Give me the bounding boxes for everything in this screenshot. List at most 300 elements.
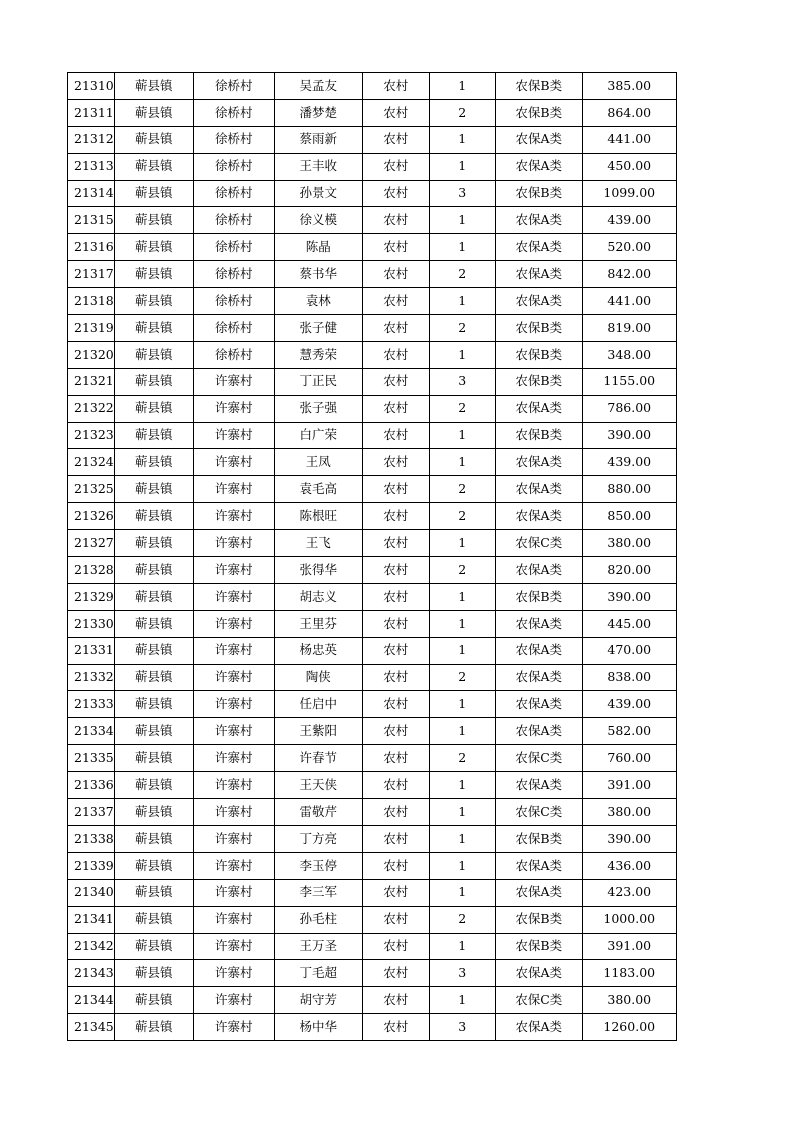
name-cell: 胡志义	[274, 583, 362, 610]
village-cell: 许寨村	[193, 718, 274, 745]
amount-cell: 1260.00	[582, 1014, 676, 1041]
town-cell: 蕲县镇	[114, 933, 193, 960]
member-count-cell: 1	[429, 799, 495, 826]
amount-cell: 880.00	[582, 476, 676, 503]
record-id-cell: 21333	[68, 691, 115, 718]
village-cell: 许寨村	[193, 691, 274, 718]
name-cell: 张子强	[274, 395, 362, 422]
household-type-cell: 农村	[362, 422, 429, 449]
category-cell: 农保A类	[495, 664, 582, 691]
record-id-cell: 21327	[68, 530, 115, 557]
name-cell: 蔡雨新	[274, 126, 362, 153]
record-id-cell: 21330	[68, 610, 115, 637]
table-row	[68, 288, 677, 315]
category-cell: 农保A类	[495, 503, 582, 530]
village-cell: 许寨村	[193, 799, 274, 826]
category-cell: 农保A类	[495, 960, 582, 987]
household-type-cell: 农村	[362, 583, 429, 610]
member-count-cell: 2	[429, 745, 495, 772]
amount-cell: 390.00	[582, 825, 676, 852]
village-cell: 许寨村	[193, 395, 274, 422]
household-type-cell: 农村	[362, 503, 429, 530]
record-id-cell: 21331	[68, 637, 115, 664]
village-cell: 徐桥村	[193, 126, 274, 153]
amount-cell: 864.00	[582, 99, 676, 126]
name-cell: 王紫阳	[274, 718, 362, 745]
town-cell: 蕲县镇	[114, 960, 193, 987]
table-row	[68, 395, 677, 422]
category-cell: 农保A类	[495, 718, 582, 745]
record-id-cell: 21318	[68, 288, 115, 315]
category-cell: 农保B类	[495, 99, 582, 126]
name-cell: 张得华	[274, 557, 362, 584]
town-cell: 蕲县镇	[114, 637, 193, 664]
table-row	[68, 745, 677, 772]
household-type-cell: 农村	[362, 395, 429, 422]
household-type-cell: 农村	[362, 637, 429, 664]
town-cell: 蕲县镇	[114, 691, 193, 718]
village-cell: 许寨村	[193, 1014, 274, 1041]
name-cell: 丁正民	[274, 368, 362, 395]
record-id-cell: 21326	[68, 503, 115, 530]
record-id-cell: 21320	[68, 341, 115, 368]
town-cell: 蕲县镇	[114, 825, 193, 852]
category-cell: 农保A类	[495, 772, 582, 799]
amount-cell: 390.00	[582, 422, 676, 449]
member-count-cell: 2	[429, 503, 495, 530]
name-cell: 杨忠英	[274, 637, 362, 664]
name-cell: 王万圣	[274, 933, 362, 960]
name-cell: 潘梦楚	[274, 99, 362, 126]
household-type-cell: 农村	[362, 691, 429, 718]
table-row	[68, 960, 677, 987]
name-cell: 胡守芳	[274, 987, 362, 1014]
name-cell: 吴孟友	[274, 73, 362, 100]
category-cell: 农保A类	[495, 395, 582, 422]
household-type-cell: 农村	[362, 745, 429, 772]
village-cell: 许寨村	[193, 960, 274, 987]
record-id-cell: 21341	[68, 906, 115, 933]
record-id-cell: 21323	[68, 422, 115, 449]
household-type-cell: 农村	[362, 153, 429, 180]
member-count-cell: 2	[429, 557, 495, 584]
category-cell: 农保A类	[495, 234, 582, 261]
town-cell: 蕲县镇	[114, 503, 193, 530]
household-type-cell: 农村	[362, 852, 429, 879]
name-cell: 任启中	[274, 691, 362, 718]
town-cell: 蕲县镇	[114, 664, 193, 691]
record-id-cell: 21335	[68, 745, 115, 772]
category-cell: 农保B类	[495, 906, 582, 933]
member-count-cell: 1	[429, 825, 495, 852]
member-count-cell: 3	[429, 180, 495, 207]
household-type-cell: 农村	[362, 180, 429, 207]
table-row	[68, 234, 677, 261]
record-id-cell: 21322	[68, 395, 115, 422]
table-row	[68, 718, 677, 745]
amount-cell: 760.00	[582, 745, 676, 772]
amount-cell: 582.00	[582, 718, 676, 745]
member-count-cell: 1	[429, 153, 495, 180]
village-cell: 许寨村	[193, 745, 274, 772]
name-cell: 袁林	[274, 288, 362, 315]
town-cell: 蕲县镇	[114, 1014, 193, 1041]
category-cell: 农保B类	[495, 341, 582, 368]
household-type-cell: 农村	[362, 315, 429, 342]
table-row	[68, 879, 677, 906]
category-cell: 农保B类	[495, 368, 582, 395]
name-cell: 蔡书华	[274, 261, 362, 288]
village-cell: 许寨村	[193, 933, 274, 960]
household-type-cell: 农村	[362, 1014, 429, 1041]
table-row	[68, 126, 677, 153]
amount-cell: 436.00	[582, 852, 676, 879]
household-type-cell: 农村	[362, 987, 429, 1014]
member-count-cell: 2	[429, 906, 495, 933]
amount-cell: 441.00	[582, 126, 676, 153]
amount-cell: 1099.00	[582, 180, 676, 207]
category-cell: 农保B类	[495, 933, 582, 960]
village-cell: 徐桥村	[193, 73, 274, 100]
amount-cell: 441.00	[582, 288, 676, 315]
category-cell: 农保A类	[495, 610, 582, 637]
household-type-cell: 农村	[362, 799, 429, 826]
town-cell: 蕲县镇	[114, 610, 193, 637]
member-count-cell: 1	[429, 610, 495, 637]
record-id-cell: 21340	[68, 879, 115, 906]
category-cell: 农保B类	[495, 315, 582, 342]
name-cell: 陶侠	[274, 664, 362, 691]
household-type-cell: 农村	[362, 234, 429, 261]
record-id-cell: 21324	[68, 449, 115, 476]
household-type-cell: 农村	[362, 476, 429, 503]
member-count-cell: 3	[429, 960, 495, 987]
record-id-cell: 21328	[68, 557, 115, 584]
name-cell: 陈晶	[274, 234, 362, 261]
amount-cell: 380.00	[582, 987, 676, 1014]
amount-cell: 439.00	[582, 449, 676, 476]
member-count-cell: 1	[429, 637, 495, 664]
table-row	[68, 825, 677, 852]
town-cell: 蕲县镇	[114, 772, 193, 799]
household-type-cell: 农村	[362, 99, 429, 126]
household-type-cell: 农村	[362, 960, 429, 987]
household-type-cell: 农村	[362, 126, 429, 153]
town-cell: 蕲县镇	[114, 987, 193, 1014]
village-cell: 许寨村	[193, 422, 274, 449]
town-cell: 蕲县镇	[114, 234, 193, 261]
member-count-cell: 3	[429, 368, 495, 395]
member-count-cell: 1	[429, 987, 495, 1014]
village-cell: 许寨村	[193, 530, 274, 557]
village-cell: 许寨村	[193, 449, 274, 476]
category-cell: 农保C类	[495, 745, 582, 772]
name-cell: 杨中华	[274, 1014, 362, 1041]
category-cell: 农保A类	[495, 637, 582, 664]
member-count-cell: 1	[429, 341, 495, 368]
member-count-cell: 3	[429, 1014, 495, 1041]
category-cell: 农保B类	[495, 825, 582, 852]
village-cell: 徐桥村	[193, 261, 274, 288]
village-cell: 徐桥村	[193, 153, 274, 180]
category-cell: 农保C类	[495, 530, 582, 557]
member-count-cell: 2	[429, 99, 495, 126]
name-cell: 孙毛柱	[274, 906, 362, 933]
table-row	[68, 610, 677, 637]
household-type-cell: 农村	[362, 449, 429, 476]
record-id-cell: 21312	[68, 126, 115, 153]
village-cell: 徐桥村	[193, 207, 274, 234]
record-id-cell: 21339	[68, 852, 115, 879]
member-count-cell: 1	[429, 234, 495, 261]
table-row	[68, 261, 677, 288]
amount-cell: 520.00	[582, 234, 676, 261]
category-cell: 农保A类	[495, 691, 582, 718]
amount-cell: 1183.00	[582, 960, 676, 987]
household-type-cell: 农村	[362, 610, 429, 637]
village-cell: 徐桥村	[193, 288, 274, 315]
village-cell: 许寨村	[193, 610, 274, 637]
amount-cell: 391.00	[582, 933, 676, 960]
amount-cell: 1155.00	[582, 368, 676, 395]
name-cell: 张子健	[274, 315, 362, 342]
amount-cell: 842.00	[582, 261, 676, 288]
household-type-cell: 农村	[362, 825, 429, 852]
table-row	[68, 73, 677, 100]
town-cell: 蕲县镇	[114, 745, 193, 772]
table-row	[68, 637, 677, 664]
table-row	[68, 583, 677, 610]
record-id-cell: 21316	[68, 234, 115, 261]
record-id-cell: 21332	[68, 664, 115, 691]
category-cell: 农保A类	[495, 126, 582, 153]
name-cell: 慧秀荣	[274, 341, 362, 368]
amount-cell: 439.00	[582, 207, 676, 234]
member-count-cell: 1	[429, 691, 495, 718]
name-cell: 王凤	[274, 449, 362, 476]
record-id-cell: 21344	[68, 987, 115, 1014]
name-cell: 许春节	[274, 745, 362, 772]
category-cell: 农保A类	[495, 557, 582, 584]
household-type-cell: 农村	[362, 906, 429, 933]
village-cell: 许寨村	[193, 664, 274, 691]
town-cell: 蕲县镇	[114, 315, 193, 342]
record-id-cell: 21337	[68, 799, 115, 826]
record-id-cell: 21321	[68, 368, 115, 395]
name-cell: 王天侠	[274, 772, 362, 799]
record-id-cell: 21329	[68, 583, 115, 610]
amount-cell: 423.00	[582, 879, 676, 906]
village-cell: 徐桥村	[193, 234, 274, 261]
table-row	[68, 987, 677, 1014]
member-count-cell: 1	[429, 933, 495, 960]
record-id-cell: 21345	[68, 1014, 115, 1041]
town-cell: 蕲县镇	[114, 476, 193, 503]
town-cell: 蕲县镇	[114, 368, 193, 395]
table-row	[68, 933, 677, 960]
village-cell: 许寨村	[193, 368, 274, 395]
town-cell: 蕲县镇	[114, 422, 193, 449]
table-row	[68, 449, 677, 476]
household-type-cell: 农村	[362, 933, 429, 960]
town-cell: 蕲县镇	[114, 583, 193, 610]
name-cell: 李玉停	[274, 852, 362, 879]
village-cell: 徐桥村	[193, 315, 274, 342]
record-id-cell: 21338	[68, 825, 115, 852]
member-count-cell: 1	[429, 583, 495, 610]
table-row	[68, 557, 677, 584]
name-cell: 李三军	[274, 879, 362, 906]
category-cell: 农保C类	[495, 987, 582, 1014]
table-row	[68, 207, 677, 234]
record-id-cell: 21314	[68, 180, 115, 207]
household-type-cell: 农村	[362, 261, 429, 288]
category-cell: 农保A类	[495, 207, 582, 234]
category-cell: 农保C类	[495, 799, 582, 826]
category-cell: 农保A类	[495, 852, 582, 879]
name-cell: 陈根旺	[274, 503, 362, 530]
name-cell: 雷敬芹	[274, 799, 362, 826]
record-id-cell: 21317	[68, 261, 115, 288]
town-cell: 蕲县镇	[114, 906, 193, 933]
household-type-cell: 农村	[362, 530, 429, 557]
village-cell: 许寨村	[193, 583, 274, 610]
village-cell: 徐桥村	[193, 341, 274, 368]
table-row	[68, 852, 677, 879]
category-cell: 农保A类	[495, 449, 582, 476]
town-cell: 蕲县镇	[114, 557, 193, 584]
record-id-cell: 21319	[68, 315, 115, 342]
household-type-cell: 农村	[362, 879, 429, 906]
record-id-cell: 21310	[68, 73, 115, 100]
village-cell: 许寨村	[193, 503, 274, 530]
member-count-cell: 1	[429, 772, 495, 799]
town-cell: 蕲县镇	[114, 530, 193, 557]
household-type-cell: 农村	[362, 557, 429, 584]
amount-cell: 450.00	[582, 153, 676, 180]
member-count-cell: 2	[429, 664, 495, 691]
household-type-cell: 农村	[362, 368, 429, 395]
village-cell: 许寨村	[193, 476, 274, 503]
category-cell: 农保A类	[495, 1014, 582, 1041]
amount-cell: 470.00	[582, 637, 676, 664]
household-type-cell: 农村	[362, 207, 429, 234]
table-row	[68, 1014, 677, 1041]
member-count-cell: 1	[429, 73, 495, 100]
amount-cell: 445.00	[582, 610, 676, 637]
member-count-cell: 1	[429, 718, 495, 745]
amount-cell: 439.00	[582, 691, 676, 718]
town-cell: 蕲县镇	[114, 718, 193, 745]
table-row	[68, 422, 677, 449]
town-cell: 蕲县镇	[114, 207, 193, 234]
town-cell: 蕲县镇	[114, 261, 193, 288]
household-type-cell: 农村	[362, 73, 429, 100]
town-cell: 蕲县镇	[114, 799, 193, 826]
amount-cell: 786.00	[582, 395, 676, 422]
amount-cell: 850.00	[582, 503, 676, 530]
category-cell: 农保A类	[495, 288, 582, 315]
town-cell: 蕲县镇	[114, 879, 193, 906]
name-cell: 王丰收	[274, 153, 362, 180]
category-cell: 农保A类	[495, 261, 582, 288]
amount-cell: 838.00	[582, 664, 676, 691]
village-cell: 许寨村	[193, 906, 274, 933]
member-count-cell: 1	[429, 879, 495, 906]
table-row	[68, 503, 677, 530]
record-id-cell: 21315	[68, 207, 115, 234]
table-row	[68, 368, 677, 395]
member-count-cell: 1	[429, 126, 495, 153]
member-count-cell: 1	[429, 852, 495, 879]
amount-cell: 385.00	[582, 73, 676, 100]
amount-cell: 820.00	[582, 557, 676, 584]
name-cell: 王里芬	[274, 610, 362, 637]
amount-cell: 1000.00	[582, 906, 676, 933]
record-id-cell: 21313	[68, 153, 115, 180]
name-cell: 丁方亮	[274, 825, 362, 852]
table-row	[68, 476, 677, 503]
amount-cell: 380.00	[582, 799, 676, 826]
amount-cell: 348.00	[582, 341, 676, 368]
record-id-cell: 21311	[68, 99, 115, 126]
amount-cell: 390.00	[582, 583, 676, 610]
town-cell: 蕲县镇	[114, 852, 193, 879]
amount-cell: 819.00	[582, 315, 676, 342]
village-cell: 徐桥村	[193, 180, 274, 207]
town-cell: 蕲县镇	[114, 341, 193, 368]
village-cell: 许寨村	[193, 637, 274, 664]
table-row	[68, 530, 677, 557]
member-count-cell: 2	[429, 261, 495, 288]
record-id-cell: 21336	[68, 772, 115, 799]
village-cell: 许寨村	[193, 879, 274, 906]
village-cell: 许寨村	[193, 772, 274, 799]
household-type-cell: 农村	[362, 718, 429, 745]
table-row	[68, 772, 677, 799]
member-count-cell: 1	[429, 422, 495, 449]
town-cell: 蕲县镇	[114, 153, 193, 180]
member-count-cell: 1	[429, 449, 495, 476]
category-cell: 农保A类	[495, 879, 582, 906]
member-count-cell: 1	[429, 288, 495, 315]
category-cell: 农保B类	[495, 73, 582, 100]
village-cell: 徐桥村	[193, 99, 274, 126]
household-type-cell: 农村	[362, 288, 429, 315]
member-count-cell: 1	[429, 207, 495, 234]
category-cell: 农保B类	[495, 180, 582, 207]
amount-cell: 380.00	[582, 530, 676, 557]
record-id-cell: 21343	[68, 960, 115, 987]
town-cell: 蕲县镇	[114, 99, 193, 126]
benefit-roster-table	[67, 72, 677, 1041]
table-row	[68, 99, 677, 126]
record-id-cell: 21334	[68, 718, 115, 745]
category-cell: 农保A类	[495, 153, 582, 180]
household-type-cell: 农村	[362, 341, 429, 368]
name-cell: 白广荣	[274, 422, 362, 449]
village-cell: 许寨村	[193, 557, 274, 584]
household-type-cell: 农村	[362, 664, 429, 691]
town-cell: 蕲县镇	[114, 126, 193, 153]
name-cell: 孙景文	[274, 180, 362, 207]
table-row	[68, 180, 677, 207]
member-count-cell: 2	[429, 315, 495, 342]
category-cell: 农保A类	[495, 476, 582, 503]
member-count-cell: 1	[429, 530, 495, 557]
town-cell: 蕲县镇	[114, 288, 193, 315]
amount-cell: 391.00	[582, 772, 676, 799]
